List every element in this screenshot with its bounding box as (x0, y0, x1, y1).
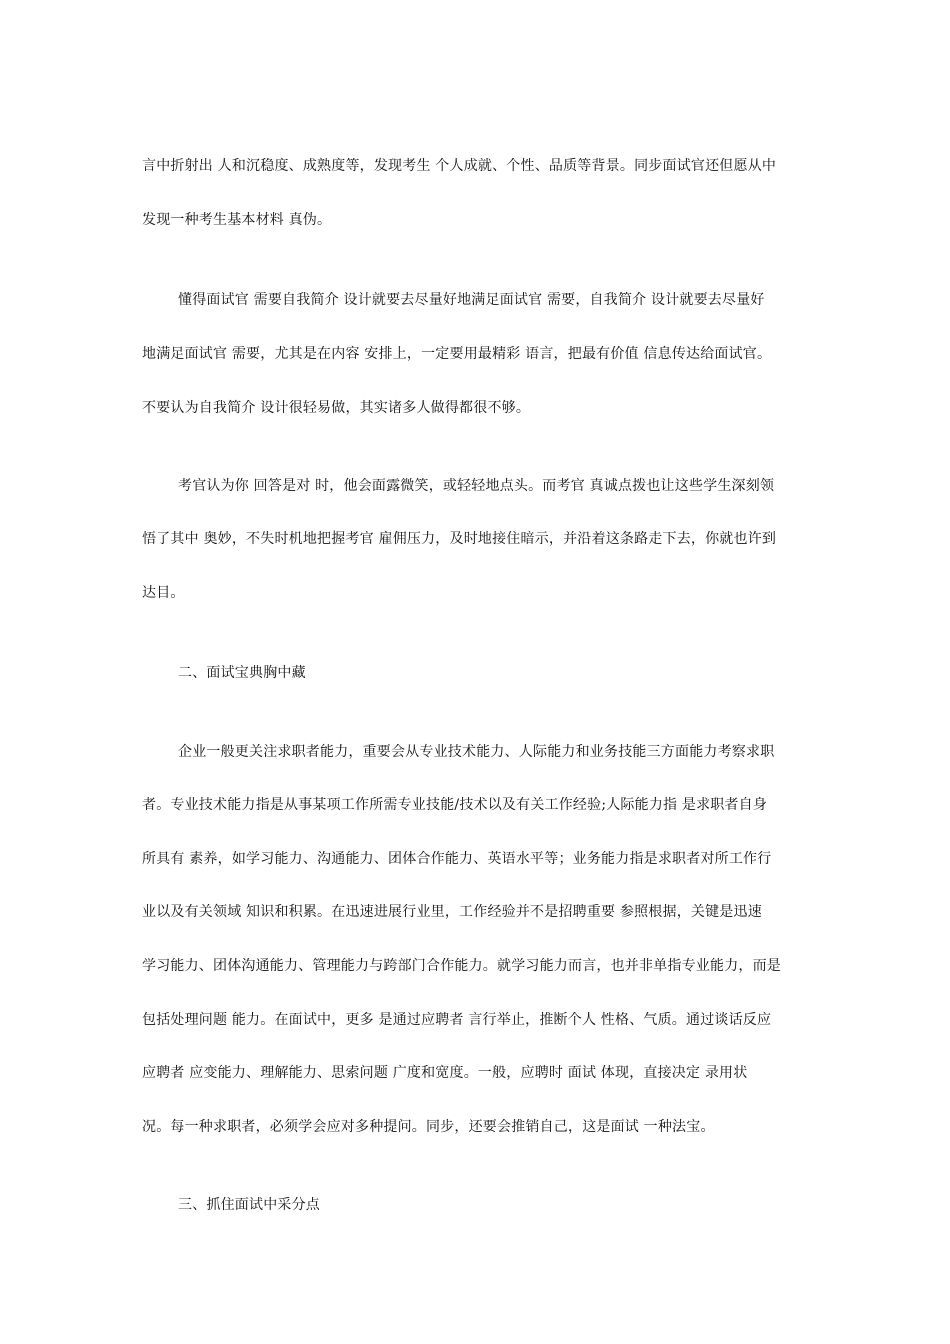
section-heading-2: 二、面试宝典胸中藏 (178, 665, 306, 681)
paragraph-5-line-6: 包括处理问题 能力。在面试中，更多 是通过应聘者 言行举止，推断个人 性格、气质。通过谈话反应 (142, 1012, 772, 1028)
paragraph-1-line-1: 言中折射出 人和沉稳度、成熟度等，发现考生 个人成就、个性、品质等背景。同步面试官还但愿从中 (142, 158, 777, 174)
paragraph-5-line-5: 学习能力、团体沟通能力、管理能力与跨部门合作能力。就学习能力而言，也并非单指专业能力，而是 (142, 958, 781, 974)
paragraph-2-line-2: 地满足面试官 需要，尤其是在内容 安排上，一定要用最精彩 语言，把最有价值 信息传达给面试官。 (142, 346, 772, 362)
paragraph-2-line-1: 懂得面试官 需要自我简介 设计就要去尽量好地满足面试官 需要，自我简介 设计就要去尽量好 (178, 292, 765, 308)
paragraph-5-line-1: 企业一般更关注求职者能力，重要会从专业技术能力、人际能力和业务技能三方面能力考察求职 (178, 744, 775, 760)
paragraph-5-line-4: 业以及有关领域 知识和积累。在迅速进展行业里，工作经验并不是招聘重要 参照根据，关键是迅速 (142, 904, 762, 920)
paragraph-5-line-7: 应聘者 应变能力、理解能力、思索问题 广度和宽度。一般，应聘时 面试 体现，直接决定 录用状 (142, 1065, 748, 1081)
paragraph-3-line-3: 达目。 (142, 585, 185, 601)
paragraph-5-line-3: 所具有 素养，如学习能力、沟通能力、团体合作能力、英语水平等；业务能力指是求职者对所工作行 (142, 851, 772, 867)
section-heading-3: 三、抓住面试中采分点 (178, 1197, 320, 1213)
paragraph-3-line-2: 悟了其中 奥妙，不失时机地把握考官 雇佣压力，及时地接住暗示，并沿着这条路走下去，你就也许到 (142, 531, 777, 547)
paragraph-3-line-1: 考官认为你 回答是对 时，他会面露微笑，或轻轻地点头。而考官 真诚点拨也让这些学生深刻领 (178, 478, 775, 494)
paragraph-2-line-3: 不要认为自我简介 设计很轻易做，其实诸多人做得都很不够。 (142, 400, 531, 416)
paragraph-5-line-8: 况。每一种求职者，必须学会应对多种提问。同步，还要会推销自己，这是面试 一种法宝。 (142, 1119, 715, 1135)
paragraph-5-line-2: 者。专业技术能力指是从事某项工作所需专业技能/技术以及有关工作经验;人际能力指 是求职者自身 (142, 797, 768, 813)
paragraph-1-line-2: 发现一种考生基本材料 真伪。 (142, 212, 332, 228)
